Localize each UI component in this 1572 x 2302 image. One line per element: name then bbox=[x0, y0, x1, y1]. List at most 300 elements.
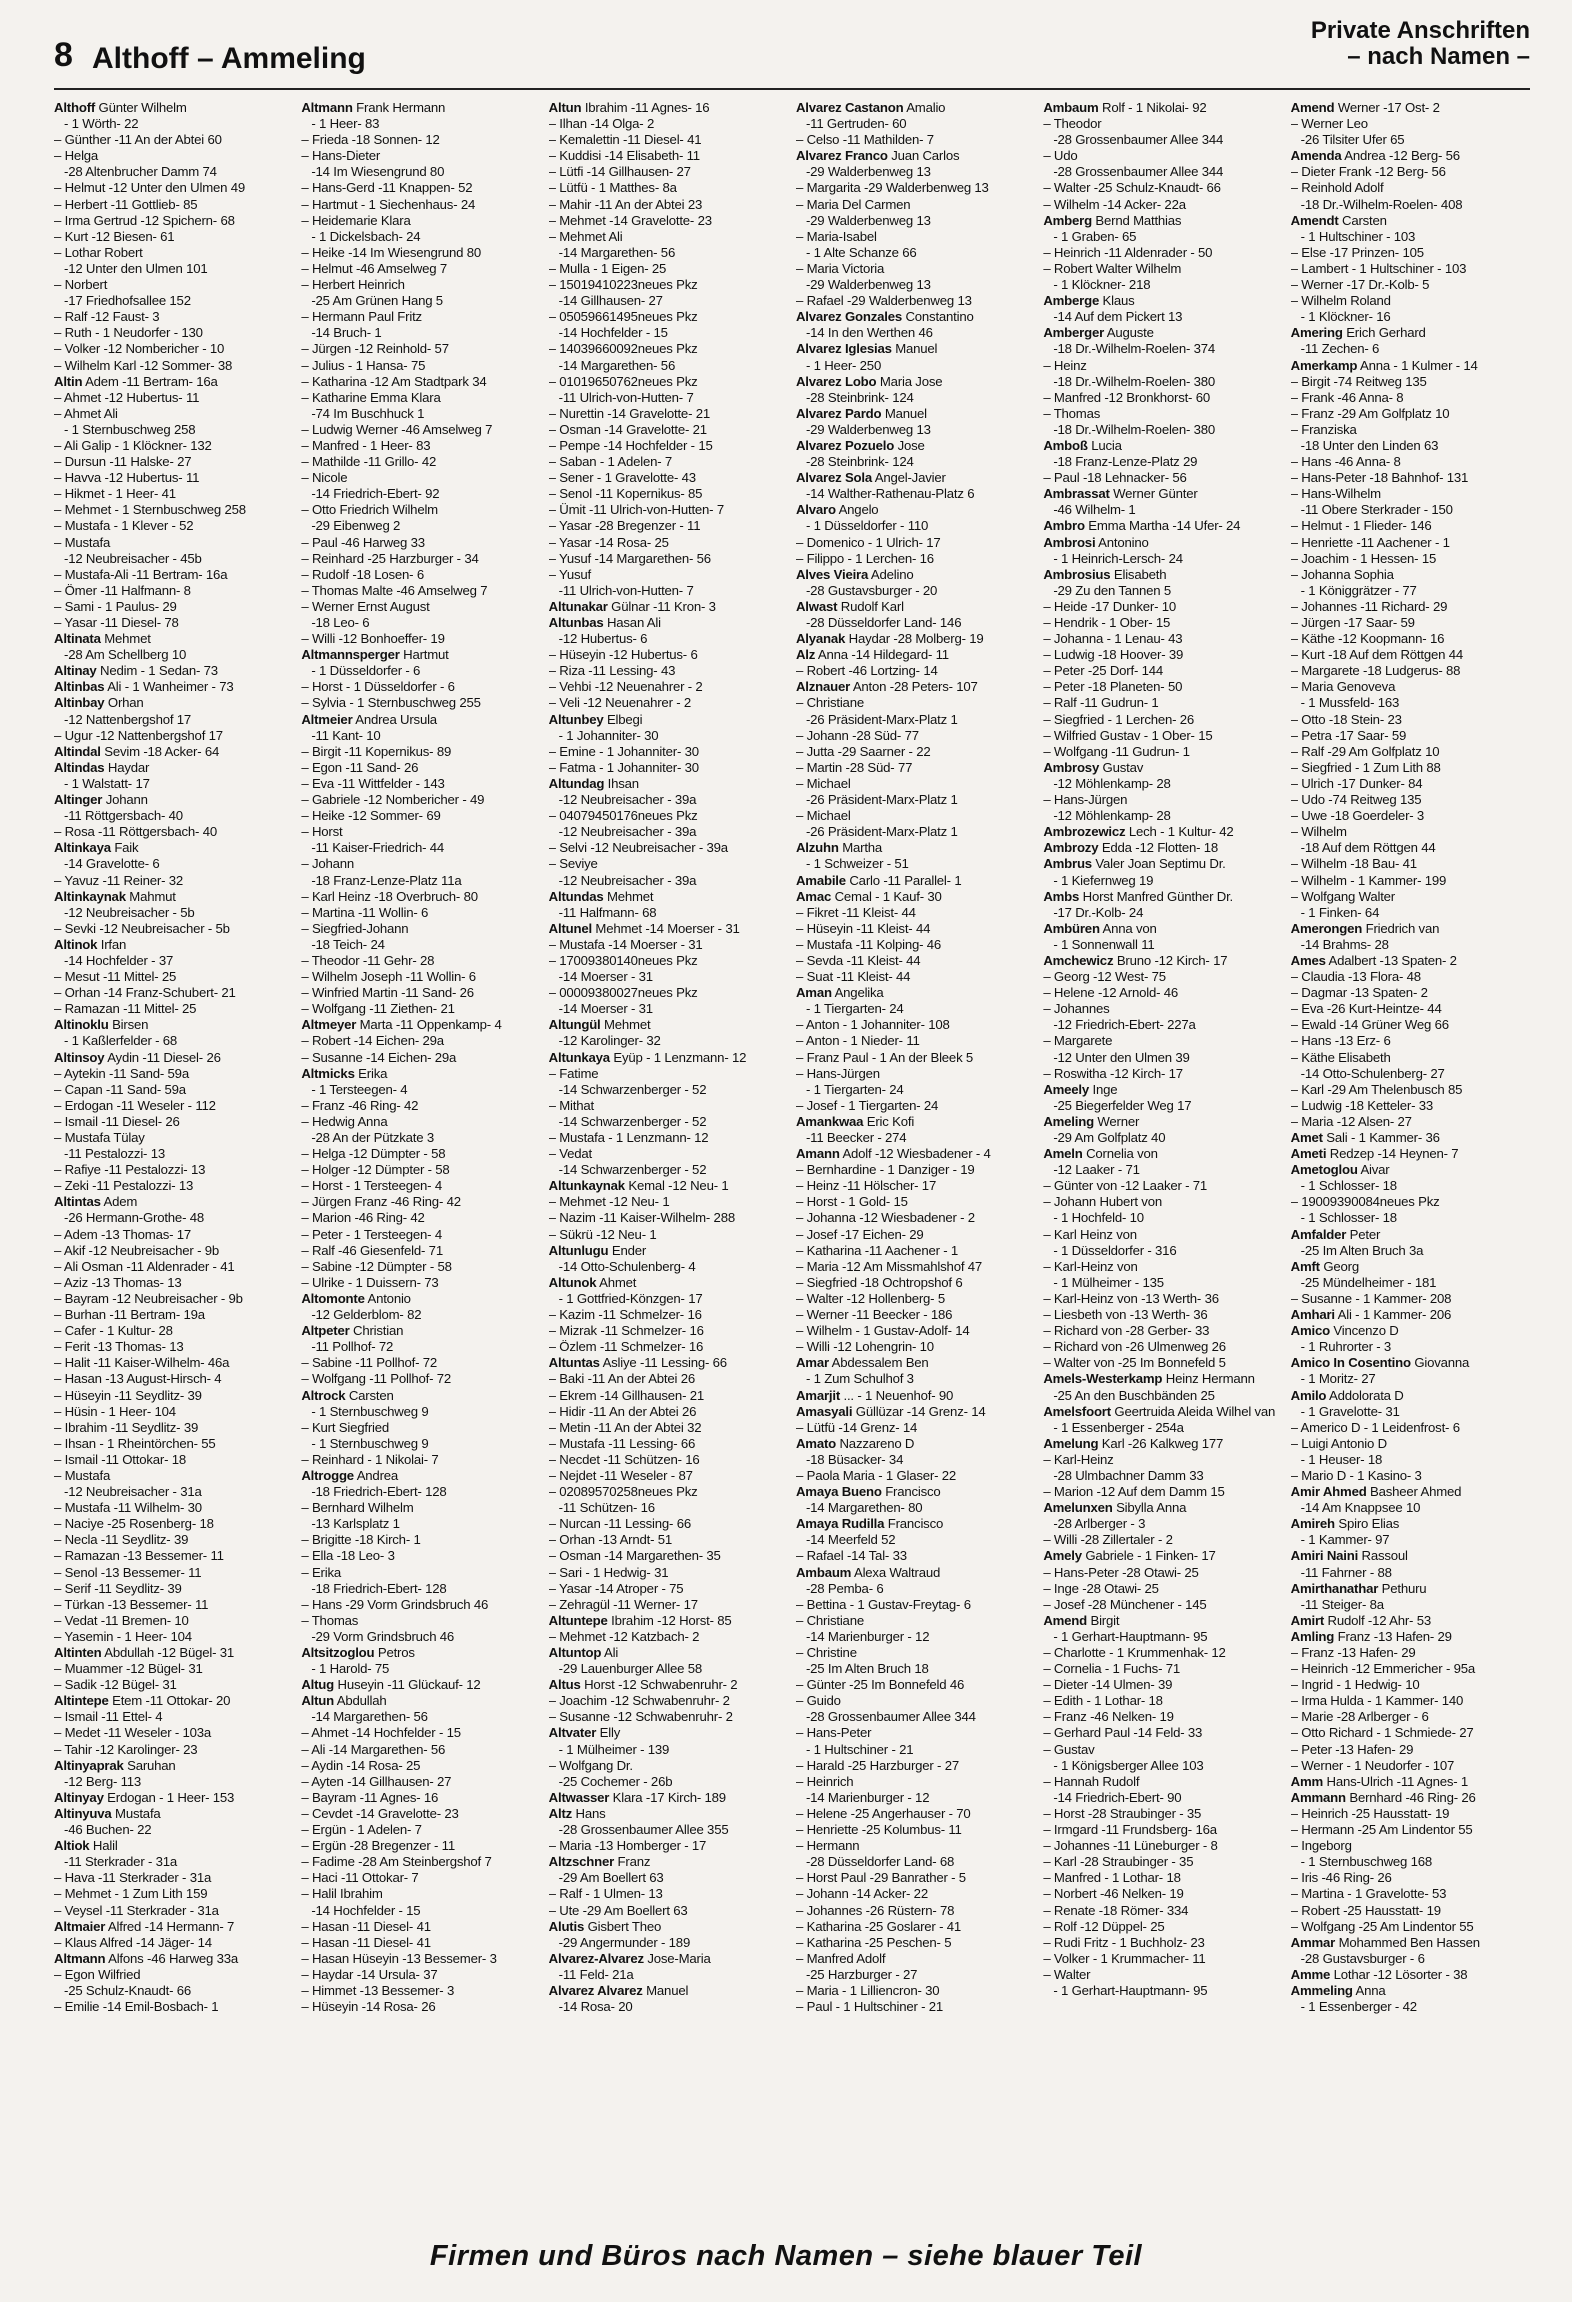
sub-entry: – Jürgen -17 Saar- 59 bbox=[1291, 615, 1530, 631]
sub-entry: – Fadime -28 Am Steinbergshof 7 bbox=[301, 1854, 540, 1870]
sub-entry: – Martina -11 Wollin- 6 bbox=[301, 905, 540, 921]
sub-entry: – Naciye -25 Rosenberg- 18 bbox=[54, 1516, 293, 1532]
address-line: -29 Eibenweg 2 bbox=[311, 518, 401, 534]
surname: Amico bbox=[1290, 1323, 1330, 1339]
surname: Altunok bbox=[548, 1274, 597, 1290]
entry-text: Eyüp - 1 Lenzmann- 12 bbox=[613, 1049, 747, 1065]
entry-text: Werner Günter bbox=[1113, 486, 1198, 502]
sub-entry: – Anton - 1 Nieder- 11 bbox=[796, 1033, 1035, 1049]
sub-entry: – Rafiye -11 Pestalozzi- 13 bbox=[54, 1162, 293, 1178]
sub-entry: – Franz Paul - 1 An der Bleek 5 bbox=[796, 1050, 1035, 1066]
sub-entry: – Wolfgang -11 Pollhof- 72 bbox=[301, 1371, 540, 1387]
sub-entry: – Peter -18 Planeten- 50 bbox=[1043, 679, 1282, 695]
surname: Amar bbox=[795, 1355, 829, 1371]
sub-entry: – Ali Galip - 1 Klöckner- 132 bbox=[54, 438, 293, 454]
entry-text: Nedim - 1 Sedan- 73 bbox=[100, 663, 218, 679]
address-line: - 1 Sternbuschweg 168 bbox=[1300, 1854, 1433, 1870]
entry-text: Martha bbox=[842, 840, 883, 856]
entry-text: Faik bbox=[114, 840, 139, 856]
sub-entry: – Ilhan -14 Olga- 2 bbox=[549, 116, 788, 132]
sub-entry: – Heide -17 Dunker- 10 bbox=[1043, 599, 1282, 615]
address-line: - 1 Johanniter- 30 bbox=[558, 727, 659, 743]
sub-entry: – Ulrich -17 Dunker- 84 bbox=[1291, 776, 1530, 792]
address-line: -11 Obere Sterkrader - 150 bbox=[1300, 502, 1453, 518]
surname: Alzuhn bbox=[795, 840, 839, 856]
surname: Alvarez Pozuelo bbox=[795, 437, 895, 453]
sub-entry: – Franz -46 Nelken- 19 bbox=[1043, 1709, 1282, 1725]
surname-entry bbox=[1043, 325, 1282, 341]
surname: Amft bbox=[1290, 1258, 1320, 1274]
entry-text: Franz -13 Hafen- 29 bbox=[1337, 1628, 1452, 1644]
entry-text: Basheer Ahmed bbox=[1370, 1484, 1462, 1500]
entry-text: Marta -11 Oppenkamp- 4 bbox=[359, 1017, 502, 1033]
surname: Alvarez Sola bbox=[795, 470, 873, 486]
surname-entry bbox=[549, 1983, 788, 1999]
address-line: -11 Feld- 21a bbox=[558, 1966, 634, 1982]
sub-entry: – Josef -17 Eichen- 29 bbox=[796, 1227, 1035, 1243]
sub-entry: – Gabriele -12 Nombericher - 49 bbox=[301, 792, 540, 808]
sub-entry: – Hidir -11 An der Abtei 26 bbox=[549, 1404, 788, 1420]
sub-entry: – Bettina - 1 Gustav-Freytag- 6 bbox=[796, 1597, 1035, 1613]
surname: Altinbas bbox=[54, 679, 105, 695]
sub-entry: – Tahir -12 Karolinger- 23 bbox=[54, 1742, 293, 1758]
surname: Amico In Cosentino bbox=[1290, 1355, 1411, 1371]
sub-entry: – Aytekin -11 Sand- 59a bbox=[54, 1066, 293, 1082]
sub-entry: – Maria - 1 Lilliencron- 30 bbox=[796, 1983, 1035, 1999]
address-line: -11 Röttgersbach- 40 bbox=[64, 808, 183, 824]
sub-entry: – Heinrich -12 Emmericher - 95a bbox=[1291, 1661, 1530, 1677]
surname: Amir Ahmed bbox=[1290, 1484, 1367, 1500]
address-line: -26 Tilsiter Ufer 65 bbox=[1300, 132, 1405, 148]
sub-entry: – Otto Friedrich Wilhelm bbox=[301, 502, 540, 518]
sub-entry: – Sükrü -12 Neu- 1 bbox=[549, 1227, 788, 1243]
surname: Amberger bbox=[1043, 325, 1105, 341]
sub-entry: – Kurt -18 Auf dem Röttgen 44 bbox=[1291, 647, 1530, 663]
surname-entry bbox=[54, 1693, 293, 1709]
address-line: -14 Im Wiesengrund 80 bbox=[311, 164, 445, 180]
surname-entry bbox=[549, 1951, 788, 1967]
surname-entry bbox=[54, 1758, 293, 1774]
name-range: Althoff – Ammeling bbox=[92, 42, 366, 75]
sub-entry: – Wolfgang -25 Am Lindentor 55 bbox=[1291, 1919, 1530, 1935]
sub-entry: – Dursun -11 Halske- 27 bbox=[54, 454, 293, 470]
sub-entry: – Hüseyin -14 Rosa- 26 bbox=[301, 1999, 540, 2015]
surname-entry bbox=[54, 1951, 293, 1967]
entry-text: Ali bbox=[604, 1645, 619, 1660]
sub-entry: – Suat -11 Kleist- 44 bbox=[796, 969, 1035, 985]
entry-text: Mehmet bbox=[604, 1017, 651, 1033]
sub-entry: – Yasar -14 Rosa- 25 bbox=[549, 535, 788, 551]
address-line: - 1 Gerhart-Hauptmann- 95 bbox=[1053, 1628, 1208, 1644]
entry-text: Vincenzo D bbox=[1333, 1323, 1399, 1339]
sub-entry: – Franz -13 Hafen- 29 bbox=[1291, 1645, 1530, 1661]
surname: Altintepe bbox=[54, 1693, 109, 1709]
surname-entry bbox=[1043, 567, 1282, 583]
sub-entry: – Domenico - 1 Ulrich- 17 bbox=[796, 535, 1035, 551]
address-line: -18 Auf dem Röttgen 44 bbox=[1300, 840, 1436, 856]
address-line: - 1 Sternbuschweg 9 bbox=[311, 1435, 429, 1451]
sub-entry: – Sevki -12 Neubreisacher - 5b bbox=[54, 921, 293, 937]
surname: Altmeier bbox=[301, 711, 353, 727]
sub-entry: – Mustafa - 1 Klever - 52 bbox=[54, 518, 293, 534]
sub-entry: – Erika bbox=[301, 1565, 540, 1581]
entry-text: Aivar bbox=[1360, 1162, 1390, 1178]
entry-text: Elbegi bbox=[606, 711, 643, 727]
sub-entry: – Hans-Dieter bbox=[301, 148, 540, 164]
surname-entry bbox=[301, 712, 540, 728]
sub-entry: – Jürgen Franz -46 Ring- 42 bbox=[301, 1194, 540, 1210]
surname: Amelunxen bbox=[1043, 1500, 1113, 1516]
sub-entry: – 00009380027neues Pkz bbox=[549, 985, 788, 1001]
entry-text: Manuel bbox=[646, 1982, 689, 1998]
sub-entry: – Udo -74 Reitweg 135 bbox=[1291, 792, 1530, 808]
entry-text: Ihsan bbox=[607, 775, 639, 791]
sub-entry: – Christiane bbox=[796, 1613, 1035, 1629]
entry-text: Sevim -18 Acker- 64 bbox=[104, 743, 220, 759]
sub-entry: – Hartmut - 1 Siechenhaus- 24 bbox=[301, 197, 540, 213]
surname-entry bbox=[1043, 1082, 1282, 1098]
sub-entry: – Kurt Siegfried bbox=[301, 1420, 540, 1436]
address-line: -11 Kaiser-Friedrich- 44 bbox=[311, 840, 445, 856]
sub-entry: – Hikmet - 1 Heer- 41 bbox=[54, 486, 293, 502]
address-line: -14 Schwarzenberger - 52 bbox=[558, 1162, 707, 1178]
surname-entry bbox=[54, 1838, 293, 1854]
sub-entry: – Mithat bbox=[549, 1098, 788, 1114]
address-line: - 1 Hultschiner - 21 bbox=[805, 1741, 914, 1757]
sub-entry: – Ahmet Ali bbox=[54, 406, 293, 422]
sub-entry: – Karl-Heinz von -13 Werth- 36 bbox=[1043, 1291, 1282, 1307]
address-line: -12 Neubreisacher - 31a bbox=[64, 1484, 202, 1500]
sub-entry: – Horst -28 Straubinger - 35 bbox=[1043, 1806, 1282, 1822]
sub-entry: – Ramazan -13 Bessemer- 11 bbox=[54, 1548, 293, 1564]
sub-entry: – Filippo - 1 Lerchen- 16 bbox=[796, 551, 1035, 567]
entry-text: Christian bbox=[353, 1323, 404, 1339]
surname-entry bbox=[1043, 824, 1282, 840]
surname-entry bbox=[54, 744, 293, 760]
entry-text: Jose bbox=[897, 437, 925, 453]
sub-entry: – Americo D - 1 Leidenfrost- 6 bbox=[1291, 1420, 1530, 1436]
sub-entry: – Heinrich -11 Aldenrader - 50 bbox=[1043, 245, 1282, 261]
surname-entry bbox=[1043, 921, 1282, 937]
surname: Amchewicz bbox=[1043, 952, 1114, 968]
sub-entry: – Wilhelm - 1 Gustav-Adolf- 14 bbox=[796, 1323, 1035, 1339]
sub-entry: – Karl -28 Straubinger - 35 bbox=[1043, 1854, 1282, 1870]
surname-entry bbox=[1043, 518, 1282, 534]
entry-text: Heinz Hermann bbox=[1165, 1371, 1255, 1387]
sub-entry: – Marion -12 Auf dem Damm 15 bbox=[1043, 1484, 1282, 1500]
surname-entry bbox=[1291, 1516, 1530, 1532]
sub-entry: – Vedat -11 Bremen- 10 bbox=[54, 1613, 293, 1629]
surname: Altus bbox=[548, 1677, 581, 1693]
sub-entry: – Ralf -12 Faust- 3 bbox=[54, 309, 293, 325]
entry-text: Hartmut bbox=[403, 647, 449, 663]
surname: Altinger bbox=[54, 792, 103, 808]
sub-entry: – Zeki -11 Pestalozzi- 13 bbox=[54, 1178, 293, 1194]
entry-text: Elly bbox=[599, 1725, 621, 1741]
sub-entry: – 15019410223neues Pkz bbox=[549, 277, 788, 293]
entry-text: Alfons -46 Harweg 33a bbox=[108, 1950, 239, 1966]
surname: Altindal bbox=[54, 743, 101, 759]
surname-entry bbox=[796, 502, 1035, 518]
address-line: -12 Hubertus- 6 bbox=[558, 631, 648, 647]
surname: Altunkaynak bbox=[548, 1178, 625, 1194]
surname-entry bbox=[301, 1677, 540, 1693]
sub-entry: – Ingeborg bbox=[1291, 1838, 1530, 1854]
surname: Ambrozy bbox=[1043, 840, 1099, 856]
address-line: -25 An den Buschbänden 25 bbox=[1053, 1387, 1215, 1403]
entry-text: Pethuru bbox=[1381, 1580, 1427, 1596]
address-line: - 1 Düsseldorfer - 316 bbox=[1053, 1242, 1177, 1258]
surname-entry bbox=[1291, 1967, 1530, 1983]
sub-entry: – Johannes -11 Lüneburger - 8 bbox=[1043, 1838, 1282, 1854]
sub-entry: – Mulla - 1 Eigen- 25 bbox=[549, 261, 788, 277]
address-line: -14 Bruch- 1 bbox=[311, 325, 382, 341]
surname-entry bbox=[1043, 486, 1282, 502]
surname-entry bbox=[796, 374, 1035, 390]
surname-entry bbox=[54, 1050, 293, 1066]
surname: Altunkaya bbox=[548, 1049, 610, 1065]
address-line: -12 Nattenbergshof 17 bbox=[64, 711, 192, 727]
sub-entry: – Walter bbox=[1043, 1967, 1282, 1983]
address-line: -14 Moerser - 31 bbox=[558, 969, 653, 985]
sub-entry: – Paul - 1 Hultschiner - 21 bbox=[796, 1999, 1035, 2015]
sub-entry: – Horst bbox=[301, 824, 540, 840]
entry-text: Cornelia von bbox=[1086, 1146, 1158, 1162]
surname: Altinoklu bbox=[54, 1017, 109, 1033]
sub-entry: – Karl Heinz -18 Overbruch- 80 bbox=[301, 889, 540, 905]
surname-entry bbox=[301, 1291, 540, 1307]
surname-entry bbox=[54, 663, 293, 679]
address-line: -12 Neubreisacher - 39a bbox=[558, 824, 697, 840]
surname: Alyanak bbox=[795, 631, 846, 647]
surname-entry bbox=[1043, 1371, 1282, 1387]
sub-entry: – Wolfgang Walter bbox=[1291, 889, 1530, 905]
sub-entry: – Horst - 1 Tersteegen- 4 bbox=[301, 1178, 540, 1194]
column-6 bbox=[1291, 100, 1530, 2236]
column-3 bbox=[549, 100, 788, 2236]
entry-text: Auguste bbox=[1106, 325, 1154, 341]
surname: Altz bbox=[548, 1805, 573, 1821]
surname: Amilo bbox=[1290, 1387, 1327, 1403]
entry-text: Sali - 1 Kammer- 36 bbox=[1326, 1130, 1440, 1145]
address-line: -26 Präsident-Marx-Platz 1 bbox=[805, 792, 958, 808]
sub-entry: – Mustafa-Ali -11 Bertram- 16a bbox=[54, 567, 293, 583]
entry-text: Bruno -12 Kirch- 17 bbox=[1116, 952, 1228, 968]
sub-entry: – Martina - 1 Gravelotte- 53 bbox=[1291, 1886, 1530, 1902]
sub-entry: – Mustafa Tülay bbox=[54, 1130, 293, 1146]
address-line: - 1 Mussfeld- 163 bbox=[1300, 695, 1400, 711]
sub-entry: – Mustafa -11 Wilhelm- 30 bbox=[54, 1500, 293, 1516]
sub-entry: – Cevdet -14 Gravelotte- 23 bbox=[301, 1806, 540, 1822]
sub-entry: – Werner - 1 Neudorfer - 107 bbox=[1291, 1758, 1530, 1774]
entry-text: Bernhard -46 Ring- 26 bbox=[1349, 1789, 1476, 1805]
surname: Altinay bbox=[54, 663, 97, 679]
surname: Altomonte bbox=[301, 1290, 365, 1306]
sub-entry: – Havva -12 Hubertus- 11 bbox=[54, 470, 293, 486]
sub-entry: – Guido bbox=[796, 1693, 1035, 1709]
surname: Alznauer bbox=[795, 679, 851, 695]
sub-entry: – Maria Del Carmen bbox=[796, 197, 1035, 213]
sub-entry: – Selvi -12 Neubreisacher - 39a bbox=[549, 840, 788, 856]
address-line: - 1 Düsseldorfer - 6 bbox=[311, 663, 421, 679]
address-line: - 1 Mülheimer - 135 bbox=[1053, 1274, 1164, 1290]
sub-entry: – Anton - 1 Johanniter- 108 bbox=[796, 1017, 1035, 1033]
sub-entry: – Rudi Fritz - 1 Buchholz- 23 bbox=[1043, 1935, 1282, 1951]
page-header bbox=[54, 18, 1530, 88]
surname: Altvater bbox=[548, 1725, 597, 1741]
address-line: -17 Friedhofsallee 152 bbox=[64, 293, 191, 309]
address-line: - 1 Wörth- 22 bbox=[64, 116, 139, 132]
sub-entry: – Willi -12 Lohengrin- 10 bbox=[796, 1339, 1035, 1355]
address-line: - 1 Graben- 65 bbox=[1053, 228, 1137, 244]
sub-entry: – Johannes -26 Rüstern- 78 bbox=[796, 1903, 1035, 1919]
sub-entry: – Ralf -46 Giesenfeld- 71 bbox=[301, 1243, 540, 1259]
address-line: -26 Präsident-Marx-Platz 1 bbox=[805, 711, 958, 727]
entry-text: Güllüzar -14 Grenz- 14 bbox=[855, 1403, 986, 1419]
sub-entry: – Karl-Heinz bbox=[1043, 1452, 1282, 1468]
sub-entry: – Gerhard Paul -14 Feld- 33 bbox=[1043, 1725, 1282, 1741]
sub-entry: – Jürgen -12 Reinhold- 57 bbox=[301, 341, 540, 357]
sub-entry: – Manfred - 1 Lothar- 18 bbox=[1043, 1870, 1282, 1886]
address-line: - 1 Essenberger - 42 bbox=[1300, 1999, 1417, 2015]
surname-entry bbox=[549, 599, 788, 615]
surname-entry bbox=[549, 889, 788, 905]
sub-entry: – 01019650762neues Pkz bbox=[549, 374, 788, 390]
surname: Alvaro bbox=[795, 502, 836, 518]
address-line: - 1 Kammer- 97 bbox=[1300, 1532, 1390, 1548]
entry-text: Adolf -12 Wiesbadener - 4 bbox=[842, 1146, 991, 1162]
address-line: -29 Walderbenweg 13 bbox=[805, 277, 931, 293]
sub-entry: – Özlem -11 Schmelzer- 16 bbox=[549, 1339, 788, 1355]
surname-entry bbox=[54, 100, 293, 116]
address-line: -14 Auf dem Pickert 13 bbox=[1053, 309, 1183, 325]
entry-text: Mahmut bbox=[129, 888, 176, 904]
surname-entry bbox=[549, 1613, 788, 1629]
surname-entry bbox=[549, 1854, 788, 1870]
sub-entry: – Volker -12 Nombericher - 10 bbox=[54, 341, 293, 357]
address-line: -11 Beecker - 274 bbox=[805, 1130, 907, 1145]
surname: Altinkaya bbox=[54, 840, 111, 856]
surname: Amberge bbox=[1043, 293, 1100, 309]
surname-entry bbox=[1043, 1404, 1282, 1420]
address-line: -25 Im Alten Bruch 18 bbox=[805, 1661, 929, 1677]
surname: Ambro bbox=[1043, 518, 1085, 534]
address-line: -29 Zu den Tannen 5 bbox=[1053, 582, 1171, 598]
surname: Alvarez Gonzales bbox=[795, 309, 902, 325]
address-line: - 1 Mülheimer - 139 bbox=[558, 1741, 670, 1757]
sub-entry: – Johannes -11 Richard- 29 bbox=[1291, 599, 1530, 615]
sub-entry: – Mustafa bbox=[54, 535, 293, 551]
sub-entry: – Walter von -25 Im Bonnefeld 5 bbox=[1043, 1355, 1282, 1371]
sub-entry: – Ayten -14 Gillhausen- 27 bbox=[301, 1774, 540, 1790]
surname: Altunakar bbox=[548, 598, 608, 614]
sub-entry: – Robert -46 Lortzing- 14 bbox=[796, 663, 1035, 679]
sub-entry: – Wilhelm -18 Bau- 41 bbox=[1291, 856, 1530, 872]
entry-text: Haydar bbox=[107, 759, 150, 775]
address-line: -28 Düsseldorfer Land- 68 bbox=[805, 1854, 955, 1870]
address-line: - 1 Tiergarten- 24 bbox=[805, 1001, 904, 1017]
sub-entry: – Ferit -13 Thomas- 13 bbox=[54, 1339, 293, 1355]
address-line: - 1 Schlosser- 18 bbox=[1300, 1210, 1397, 1226]
address-line: -28 Grossenbaumer Allee 344 bbox=[1053, 132, 1224, 148]
sub-entry: – Sylvia - 1 Sternbuschweg 255 bbox=[301, 695, 540, 711]
sub-entry: – Rudolf -18 Losen- 6 bbox=[301, 567, 540, 583]
surname-entry bbox=[54, 840, 293, 856]
surname: Altinok bbox=[54, 936, 98, 952]
entry-text: Manuel bbox=[884, 405, 927, 421]
surname: Ammar bbox=[1290, 1934, 1336, 1950]
address-line: - 1 Heer- 83 bbox=[311, 116, 380, 132]
address-line: -14 Otto-Schulenberg- 27 bbox=[1300, 1065, 1445, 1081]
surname: Ambaum bbox=[795, 1564, 852, 1580]
sub-entry: – Osman -14 Gravelotte- 21 bbox=[549, 422, 788, 438]
sub-entry: – Reinhard - 1 Nikolai- 7 bbox=[301, 1452, 540, 1468]
surname: Amet bbox=[1290, 1130, 1323, 1145]
surname-entry bbox=[301, 1468, 540, 1484]
entry-text: Addolorata D bbox=[1329, 1387, 1404, 1403]
sub-entry: – Nazim -11 Kaiser-Wilhelm- 288 bbox=[549, 1210, 788, 1226]
surname-entry bbox=[796, 1355, 1035, 1371]
surname: Amend bbox=[1043, 1612, 1088, 1628]
sub-entry: – Hüsin - 1 Heer- 104 bbox=[54, 1404, 293, 1420]
sub-entry: – Norbert bbox=[54, 277, 293, 293]
address-line: -11 Sterkrader - 31a bbox=[64, 1854, 178, 1870]
entry-text: Constantino bbox=[905, 309, 974, 325]
sub-entry: – Sari - 1 Hedwig- 31 bbox=[549, 1565, 788, 1581]
sub-entry: – Vehbi -12 Neuenahrer - 2 bbox=[549, 679, 788, 695]
sub-entry: – Mustafa bbox=[54, 1468, 293, 1484]
address-line: -12 Karolinger- 32 bbox=[558, 1033, 661, 1049]
address-line: -28 Gustavsburger - 6 bbox=[1300, 1950, 1425, 1966]
address-line: -29 Lauenburger Allee 58 bbox=[558, 1661, 702, 1677]
address-line: - 1 Düsseldorfer - 110 bbox=[805, 518, 929, 534]
surname: Altundag bbox=[548, 775, 605, 791]
sub-entry: – Maria -12 Alsen- 27 bbox=[1291, 1114, 1530, 1130]
sub-entry: – Yasar -11 Diesel- 78 bbox=[54, 615, 293, 631]
address-line: - 1 Heinrich-Lersch- 24 bbox=[1053, 550, 1183, 566]
surname-entry bbox=[301, 647, 540, 663]
sub-entry: – Helmut -12 Unter den Ulmen 49 bbox=[54, 180, 293, 196]
surname-entry bbox=[54, 792, 293, 808]
sub-entry: – Günter von -12 Laaker - 71 bbox=[1043, 1178, 1282, 1194]
address-line: - 1 Königsberger Allee 103 bbox=[1053, 1757, 1204, 1773]
address-line: -14 Hochfelder - 15 bbox=[311, 1902, 421, 1918]
address-line: -28 An der Pützkate 3 bbox=[311, 1130, 434, 1145]
sub-entry: – Ugur -12 Nattenbergshof 17 bbox=[54, 728, 293, 744]
sub-entry: – Werner Ernst August bbox=[301, 599, 540, 615]
sub-entry: – Joachim - 1 Hessen- 15 bbox=[1291, 551, 1530, 567]
entry-text: Edda -12 Flotten- 18 bbox=[1101, 840, 1219, 856]
sub-entry: – Yasar -14 Atroper - 75 bbox=[549, 1581, 788, 1597]
sub-entry: – Siegfried -18 Ochtropshof 6 bbox=[796, 1275, 1035, 1291]
surname: Altuntepe bbox=[548, 1612, 608, 1628]
sub-entry: – Nejdet -11 Weseler - 87 bbox=[549, 1468, 788, 1484]
sub-entry: – Helene -25 Angerhauser - 70 bbox=[796, 1806, 1035, 1822]
sub-entry: – Haydar -14 Ursula- 37 bbox=[301, 1967, 540, 1983]
sub-entry: – Hermann bbox=[796, 1838, 1035, 1854]
sub-entry: – Petra -17 Saar- 59 bbox=[1291, 728, 1530, 744]
surname: Amels-Westerkamp bbox=[1043, 1371, 1163, 1387]
entry-text: Carsten bbox=[1342, 212, 1387, 228]
sub-entry: – Mario D - 1 Kasino- 3 bbox=[1291, 1468, 1530, 1484]
page-number: 8 bbox=[54, 36, 73, 74]
surname: Amac bbox=[795, 888, 832, 904]
entry-text: Mohammed Ben Hassen bbox=[1338, 1934, 1480, 1950]
entry-text: Adelino bbox=[870, 566, 914, 582]
sub-entry: – Kurt -12 Biesen- 61 bbox=[54, 229, 293, 245]
sub-entry: – Frank -46 Anna- 8 bbox=[1291, 390, 1530, 406]
sub-entry: – Zehragül -11 Werner- 17 bbox=[549, 1597, 788, 1613]
